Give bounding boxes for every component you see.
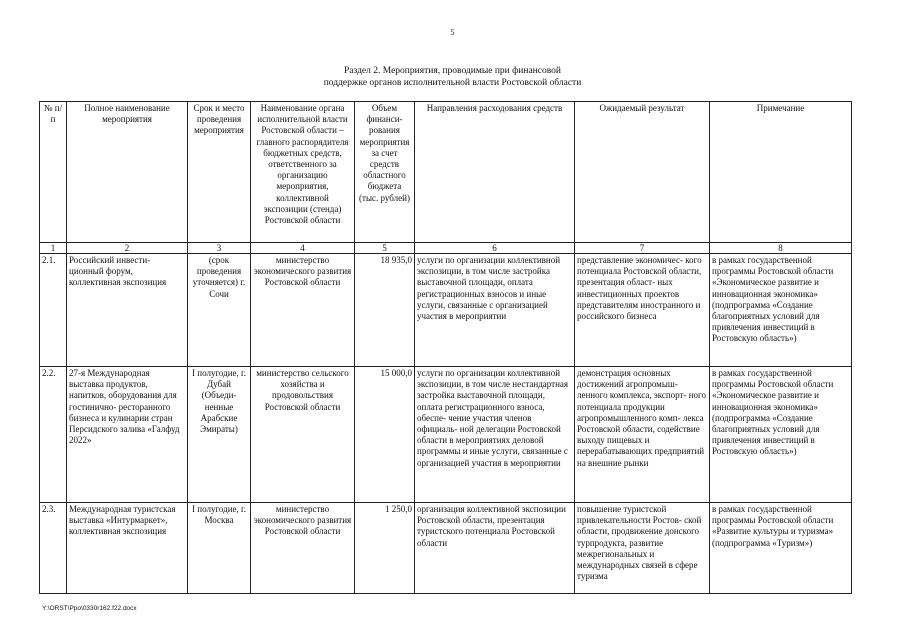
header-cell-amount: Объем финанси- рования мероприятия за счет средств областного бюджета (тыс. рублей)	[355, 102, 415, 243]
section-title-line-1: Раздел 2. Мероприятия, проводимые при финансовой	[344, 66, 561, 76]
header-cell-organ: Наименование органа исполнительной власти Ростовской области – главного распорядителя бюджетных средств, ответственного за организацию мероприятия, коллективной экспозиции (стенда) Ростовской области	[251, 102, 355, 243]
page-number: 5	[450, 28, 455, 37]
header-cell-result: Ожидаемый результат	[575, 102, 710, 243]
column-number: 3	[188, 243, 251, 254]
header-cell-period: Срок и место проведения мероприятия	[188, 102, 251, 243]
event-name: 27-я Международная выставка продуктов, напитков, оборудования для гостинично- ресторанного бизнеса и кулинарии стран Персидского залива «Галфуд 2022»	[67, 367, 188, 503]
spending-directions: организация коллективной экспозиции Ростовской области, презентация туристского потенциала Ростовской области	[415, 503, 575, 594]
event-period-place: (срок проведения уточняется) г. Сочи	[188, 254, 251, 367]
funding-amount: 1 250,0	[355, 503, 415, 594]
column-number: 1	[40, 243, 67, 254]
note: в рамках государственной программы Ростовской области «Развитие культуры и туризма» (подпрограмма «Туризм»)	[710, 503, 852, 594]
event-period-place: I полугодие, г. Москва	[188, 503, 251, 594]
event-period-place: I полугодие, г. Дубай (Объеди- ненные Арабские Эмираты)	[188, 367, 251, 503]
column-number: 4	[251, 243, 355, 254]
table-row	[40, 503, 852, 594]
event-name: Международная туристская выставка «Интурмаркет», коллективная экспозиция	[67, 503, 188, 594]
header-cell-num: № п/п	[40, 102, 67, 243]
column-number: 8	[710, 243, 852, 254]
event-name: Российский инвести- ционный форум, коллективная экспозиция	[67, 254, 188, 367]
responsible-organ: министерство экономического развития Ростовской области	[251, 254, 355, 367]
funding-amount: 18 935,0	[355, 254, 415, 367]
column-number: 2	[67, 243, 188, 254]
expected-result: представление экономичес- кого потенциала Ростовской области, презентация област- ных инвестиционных проектов представителям иностранного и российского бизнеса	[575, 254, 710, 367]
header-cell-note: Примечание	[710, 102, 852, 243]
table-row	[40, 367, 852, 503]
table-row	[40, 254, 852, 367]
spending-directions: услуги по организации коллективной экспозиции, в том числе застройка выставочной площади, оплата регистрационных взносов и иные услуги, связанные с организацией участия в мероприятии	[415, 254, 575, 367]
responsible-organ: министерство сельского хозяйства и продовольствия Ростовской области	[251, 367, 355, 503]
funding-amount: 15 000,0	[355, 367, 415, 503]
spending-directions: услуги по организации коллективной экспозиции, в том числе нестандартная застройка выставочной площади, оплата регистрационного взноса, обеспе- чение участия членов официаль- ной делегации Ростовской области в мероприятиях деловой программы и иные услуги, связанные с организацией участия в мероприятии	[415, 367, 575, 503]
section-title-line-2: поддержке органов исполнительной власти Ростовской области	[323, 78, 582, 88]
events-table	[39, 101, 852, 594]
expected-result: повышение туристской привлекательности Ростов- ской области, продвижение донского турпродукта, развитие межрегиональных и международных связей в сфере туризма	[575, 503, 710, 594]
header-cell-directions: Направления расходования средств	[415, 102, 575, 243]
column-number: 7	[575, 243, 710, 254]
row-num: 2.3.	[40, 503, 67, 594]
file-path-footer: Y:\ORST\Ppo\0330r162.f22.docx	[42, 605, 137, 612]
expected-result: демонстрация основных достижений агропромыш- ленного комплекса, экспорт- ного потенциала продукции агропромышленного комп- лекса Ростовской области, содействие выходу пищевых и перерабатывающих предприятий на внешние рынки	[575, 367, 710, 503]
row-num: 2.2.	[40, 367, 67, 503]
column-number: 5	[355, 243, 415, 254]
section-title	[0, 65, 905, 89]
row-num: 2.1.	[40, 254, 67, 367]
responsible-organ: министерство экономического развития Ростовской области	[251, 503, 355, 594]
note: в рамках государственной программы Ростовской области «Экономическое развитие и инновационная экономика» (подпрограмма «Создание благоприятных условий для привлечения инвестиций в Ростовскую область»)	[710, 254, 852, 367]
column-number: 6	[415, 243, 575, 254]
header-cell-name: Полное наименование мероприятия	[67, 102, 188, 243]
column-number-row	[40, 243, 852, 254]
header-row	[40, 102, 852, 243]
note: в рамках государственной программы Ростовской области «Экономическое развитие и инновационная экономика» (подпрограмма «Создание благоприятных условий для привлечения инвестиций в Ростовскую область»)	[710, 367, 852, 503]
